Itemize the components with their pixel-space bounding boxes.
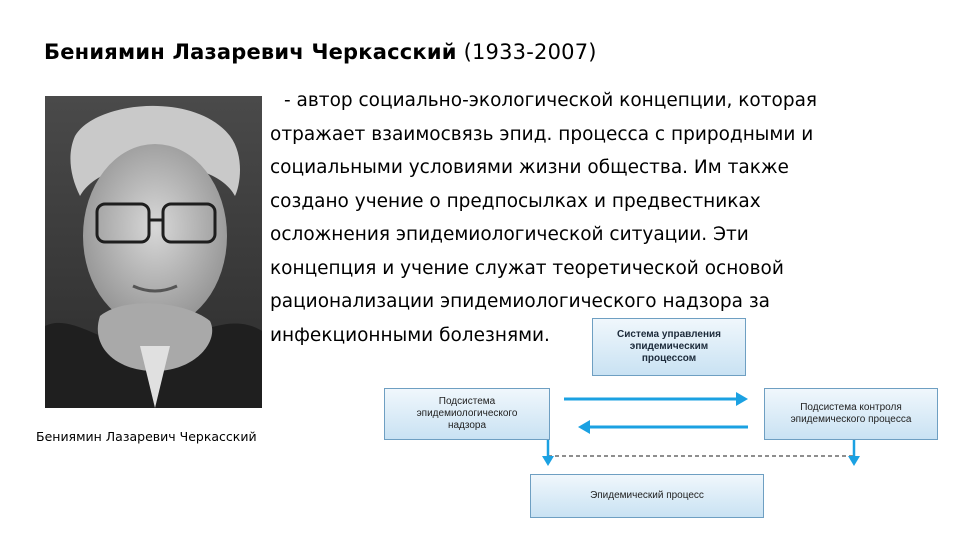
box-label: эпидемиологического [416,408,518,419]
box-label: эпидемическим [629,341,709,352]
description-line: - автор социально-экологической концепции, которая [284,90,818,111]
box-label: надзора [447,420,487,431]
surveillance-subsystem-box [384,388,550,440]
description-line: концепция и учение служат теоретической основой [270,257,784,279]
box-label: Эпидемический процесс [590,490,704,501]
box-label: Подсистема контроля [800,402,902,413]
box-label: процессом [641,353,697,364]
box-label: Система управления [617,329,721,340]
epidemic-process-box [530,474,764,518]
description-line: осложнения эпидемиологической ситуации. Эти [270,224,749,245]
description-line: создано учение о предпосылках и предвестниках [270,190,761,212]
title-years: (1933-2007) [463,40,597,64]
box-label: эпидемического процесса [790,414,912,425]
description-line: социальными условиями жизни общества. Им также [270,157,789,178]
description-line: отражает взаимосвязь эпид. процесса с природными и [270,123,814,145]
description-line: инфекционными болезнями. [270,324,550,346]
arrow-right-head [736,392,748,406]
title-name: Бениямин Лазаревич Черкасский [44,40,457,64]
arrow-left-head [578,420,590,434]
description-line: рационализации эпидемиологического надзора за [270,291,771,312]
control-system-box [592,318,746,376]
control-subsystem-box [764,388,938,440]
box-label: Подсистема [438,396,496,407]
photo-caption: Бениямин Лазаревич Черкасский [36,429,257,444]
